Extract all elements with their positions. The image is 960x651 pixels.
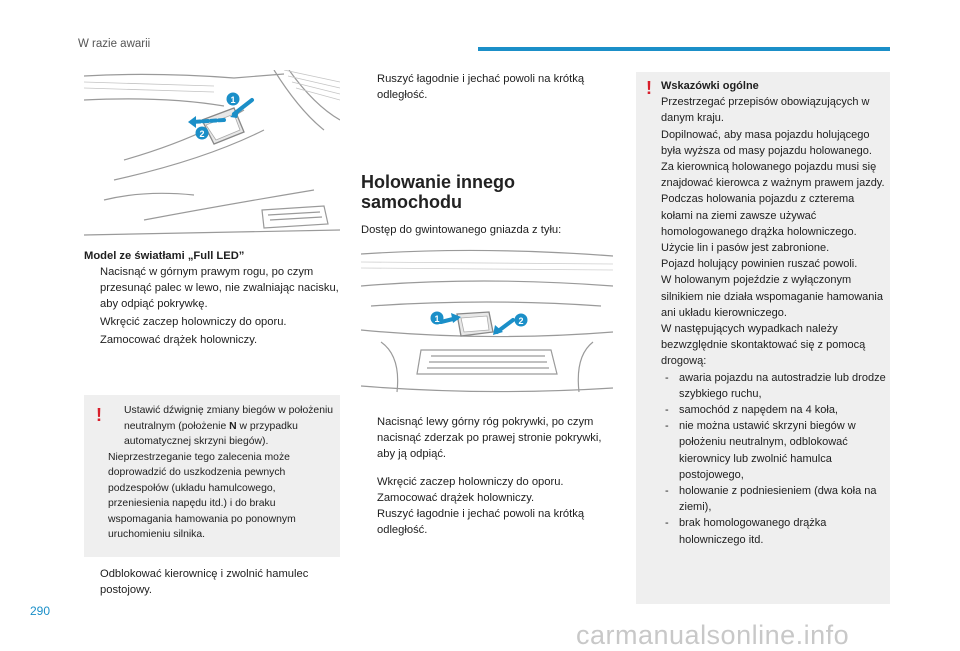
middle-step-2: Wkręcić zaczep holowniczy do oporu. bbox=[377, 476, 564, 488]
callout-2-label: 2 bbox=[199, 129, 205, 139]
neutral-gear-warning-box bbox=[84, 395, 340, 557]
callout-1-label: 1 bbox=[434, 314, 440, 324]
warning-bullet: Ustawić dźwignię zmiany biegów w położeniu neutralnym (położenie N w przypadku automatycznej skrzyni biegów). bbox=[124, 405, 334, 447]
list-item: - nie można ustawić skrzyni biegów w położeniu neutralnym, odblokować kierownicy lub zwolnić hamulca postojowego, bbox=[665, 420, 856, 481]
left-step-3: Zamocować drążek holowniczy. bbox=[100, 334, 258, 346]
full-led-heading: Model ze światłami „Full LED” bbox=[84, 250, 245, 262]
page-number: 290 bbox=[30, 604, 51, 618]
advice-paragraph: Podczas holowania pojazdu z czterema kołami na ziemi zawsze używać homologowanego drążka holowniczego. bbox=[661, 193, 857, 238]
advice-paragraph: Przestrzegać przepisów obowiązujących w danym kraju. bbox=[661, 96, 870, 125]
front-bumper-figure bbox=[84, 70, 340, 240]
list-item: - awaria pojazdu na autostradzie lub drodze szybkiego ruchu, bbox=[665, 371, 886, 400]
list-item: - holowanie z podniesieniem (dwa koła na ziemi), bbox=[665, 485, 877, 514]
advice-paragraph: W holowanym pojeździe z wyłączonym silnikiem nie działa wspomaganie hamowania ani układu kierowniczego. bbox=[661, 274, 883, 319]
warning-icon: ! bbox=[96, 405, 102, 425]
middle-top-step: Ruszyć łagodnie i jechać powoli na krótką odległość. bbox=[377, 73, 585, 101]
warning-icon: ! bbox=[646, 78, 652, 98]
left-step-2: Wkręcić zaczep holowniczy do oporu. bbox=[100, 316, 287, 328]
rear-access-intro: Dostęp do gwintowanego gniazda z tyłu: bbox=[361, 224, 562, 236]
header-accent-bar bbox=[478, 47, 890, 51]
advice-paragraph: Dopilnować, aby masa pojazdu holującego była wyższa od masy pojazdu holowanego. bbox=[661, 128, 872, 157]
advice-paragraph: Użycie lin i pasów jest zabronione. bbox=[661, 242, 830, 255]
middle-step-3: Zamocować drążek holowniczy. bbox=[377, 492, 535, 504]
general-advice-box bbox=[636, 72, 890, 604]
advice-paragraph: Pojazd holujący powinien ruszać powoli. bbox=[661, 258, 858, 271]
left-step-1: Nacisnąć w górnym prawym rogu, po czym przesunąć palec w lewo, nie zwalniając nacisku, aby odpiąć pokrywkę. bbox=[100, 266, 339, 310]
left-final-step: Odblokować kierownicę i zwolnić hamulec postojowy. bbox=[100, 568, 309, 596]
general-advice-heading: Wskazówki ogólne bbox=[661, 80, 759, 92]
list-item: - samochód z napędem na 4 koła, bbox=[665, 404, 838, 417]
callout-1-label: 1 bbox=[230, 95, 236, 105]
running-header: W razie awarii bbox=[78, 38, 151, 50]
list-item: - brak homologowanego drążka holowniczego itd. bbox=[665, 517, 827, 546]
middle-step-4: Ruszyć łagodnie i jechać powoli na krótką odległość. bbox=[377, 508, 585, 536]
rear-bumper-figure bbox=[361, 246, 613, 396]
advice-paragraph: Za kierownicą holowanego pojazdu musi się znajdować kierowca z ważnym prawem jazdy. bbox=[661, 161, 885, 190]
watermark: carmanualsonline.info bbox=[576, 620, 850, 650]
section-title: Holowanie innego samochodu bbox=[361, 172, 516, 212]
advice-paragraph: W następujących wypadkach należy bezwzględnie skontaktować się z pomocą drogową: bbox=[661, 323, 866, 368]
callout-2-label: 2 bbox=[518, 316, 524, 326]
middle-step-1: Nacisnąć lewy górny róg pokrywki, po czym nacisnąć zderzak po prawej stronie pokrywki, aby ją odpiąć. bbox=[377, 416, 602, 460]
warning-text: Nieprzestrzeganie tego zalecenia może doprowadzić do uszkodzenia pewnych podzespołów (układu hamulcowego, przeniesienia napędu itd.) i do braku wspomagania hamowania po ponownym uruchomieniu silnika. bbox=[108, 451, 296, 540]
